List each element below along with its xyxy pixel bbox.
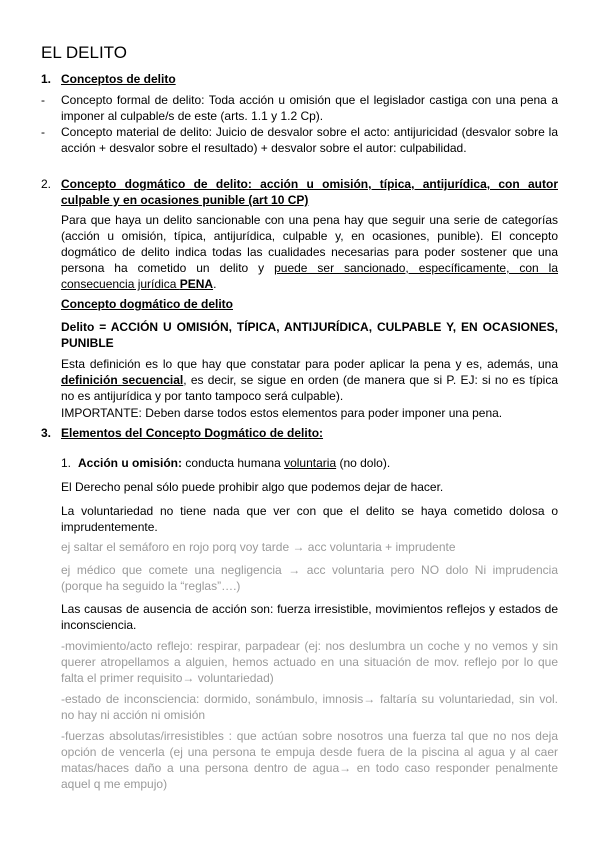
bullet-formal-concept: Concepto formal de delito: Toda acción u omisión que el legislador castiga con una pena a imponer al culpable/s de este (arts. 1.1 y 1.2 Cp). [61, 93, 558, 123]
section-3-number: 3. [41, 426, 52, 440]
bullet-dash: - [41, 125, 45, 139]
bullet-dash: - [41, 93, 45, 107]
section-3-heading: Elementos del Concepto Dogmático de delito: [61, 426, 324, 440]
section-1-number: 1. [41, 72, 52, 86]
section-2-number: 2. [41, 177, 52, 191]
section-1-heading: Conceptos de delito [61, 72, 176, 86]
example-semaforo: ej saltar el semáforo en rojo porq voy tarde → acc voluntaria + imprudente [61, 540, 456, 554]
sub-heading-dogmatic: Concepto dogmático de delito [61, 297, 234, 311]
item-1-number: 1. [61, 456, 72, 470]
page-title: EL DELITO [41, 43, 127, 62]
item-1-accion: Acción u omisión: conducta humana voluntaria (no dolo). [78, 456, 391, 470]
important-note: IMPORTANTE: Deben darse todos estos elementos para poder imponer una pena. [61, 406, 503, 420]
section-2-heading: Concepto dogmático de delito: acción u omisión, típica, antijurídica, con autor culpable y en ocasiones punible (art 10 CP) [61, 177, 558, 207]
sequential-definition-paragraph: Esta definición es lo que hay que constatar para poder aplicar la pena y es, además, una definición secuencial, es decir, se sigue en orden (de manera que si P. EJ: si no es típica no es antijurídica y por tanto tampoco será culpable). [61, 357, 559, 403]
note-fuerzas-irresistibles: -fuerzas absolutas/irresistibles : que actúan sobre nosotros una fuerza tal que no nos deja opción de vencerla (ej una persona te empuja desde fuera de la piscina al agua y al caer matas/haces daño a una persona dentro de agua→ en todo caso responder penalmente aquel q me empujo) [61, 729, 558, 791]
note-inconsciencia: -estado de inconsciencia: dormido, sonámbulo, imnosis→ faltaría su voluntariedad, sin vol. no hay ni acción ni omisión [61, 692, 558, 722]
note-movimiento-reflejo: -movimiento/acto reflejo: respirar, parpadear (ej: nos deslumbra un coche y no vemos y sin querer atropellamos a alguien, hemos actuado en una situación de mov. reflejo por lo que falta el primer requisito→ voluntariedad) [61, 639, 558, 685]
example-medico: ej médico que comete una negligencia → acc voluntaria pero NO dolo Ni imprudencia (porque ha seguido la “reglas”….) [61, 563, 558, 593]
voluntariedad-paragraph: La voluntariedad no tiene nada que ver con que el delito se haya cometido dolosa o imprudentemente. [61, 504, 558, 534]
dogmatic-concept-paragraph: Para que haya un delito sancionable con una pena hay que seguir una serie de categorías (acción u omisión, típica, antijurídica, culpable y, en ocasiones, punible). El concepto dogmático de delito indica todas las cualidades necesarias para poder sostener que una persona ha cometido un delito y puede ser sancionado, específicamente, con la consecuencia jurídica PENA. [61, 213, 558, 291]
delito-formula: Delito = ACCIÓN U OMISIÓN, TÍPICA, ANTIJURÍDICA, CULPABLE Y, EN OCASIONES, PUNIBLE [61, 320, 558, 350]
bullet-material-concept: Concepto material de delito: Juicio de desvalor sobre el acto: antijuricidad (desvalor sobre la acción + desvalor sobre el resultado) + desvalor sobre el autor: culpabilidad. [61, 125, 558, 155]
ausencia-accion-paragraph: Las causas de ausencia de acción son: fuerza irresistible, movimientos reflejos y estados de inconsciencia. [61, 602, 558, 632]
derecho-penal-paragraph: El Derecho penal sólo puede prohibir algo que podemos dejar de hacer. [61, 480, 444, 494]
